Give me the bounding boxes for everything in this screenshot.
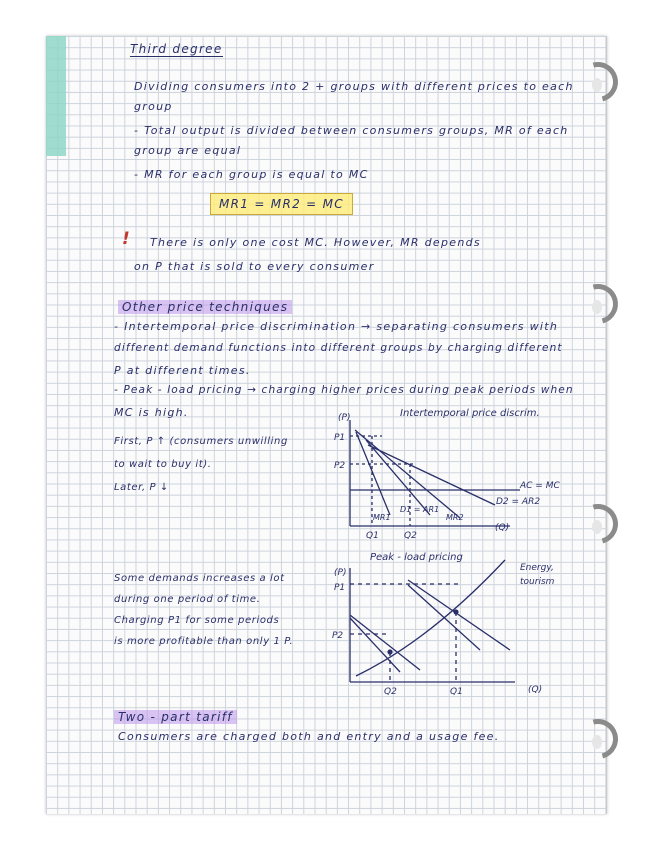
text-line: Some demands increases a lot (114, 573, 285, 584)
page-tab (46, 36, 66, 156)
graph2-q2-label: Q2 (384, 687, 397, 697)
text-line: group (134, 100, 173, 113)
text-line: on P that is sold to every consumer (134, 260, 375, 273)
text-line: Consumers are charged both and entry and a usage fee. (118, 730, 500, 743)
graph1-y-axis-label: (P) (338, 413, 351, 423)
graph1-mr1-label: MR1 (373, 513, 391, 522)
graph1-p1-label: P1 (334, 433, 346, 443)
graph1-p2-label: P2 (334, 461, 346, 471)
graph1-ac-label: AC = MC (520, 481, 560, 491)
text-line: - Total output is divided between consumers groups, MR of each (134, 124, 569, 137)
text-line: - Intertemporal price discrimination → separating consumers with (114, 320, 559, 333)
text-line: - MR for each group is equal to MC (134, 168, 369, 181)
graph1-d2-label: D2 = AR2 (496, 497, 541, 507)
text-line: - Peak - load pricing → charging higher prices during peak periods when (114, 384, 574, 396)
graph2-y-axis-label: (P) (334, 568, 347, 578)
graph2-side1: Energy, (520, 563, 554, 573)
graph1-x-axis-label: (Q) (495, 523, 510, 533)
text-line: to wait to buy it). (114, 459, 212, 470)
page-title: Third degree (130, 42, 223, 56)
graph1-d1-label: D1 = AR1 (400, 505, 440, 514)
text-line: different demand functions into different groups by charging different (114, 342, 563, 354)
graph2-x-axis-label: (Q) (528, 685, 543, 695)
section-heading: Other price techniques (118, 300, 292, 314)
graph1-mr2-label: MR2 (446, 513, 464, 522)
text-line: There is only one cost MC. However, MR depends (150, 236, 481, 249)
graph1-q2-label: Q2 (404, 531, 417, 541)
text-line: Charging P1 for some periods (114, 615, 280, 626)
graph2-p2-label: P2 (332, 631, 344, 641)
graph1-q1-label: Q1 (366, 531, 379, 541)
text-line: is more profitable than only 1 P. (114, 636, 294, 647)
text-line: First, P ↑ (consumers unwilling (114, 436, 288, 447)
text-line: Dividing consumers into 2 + groups with different prices to each (134, 80, 574, 93)
note-mark: ! (122, 229, 132, 249)
graph1-caption: Intertemporal price discrim. (400, 408, 540, 419)
text-line: group are equal (134, 144, 242, 157)
text-line: Later, P ↓ (114, 482, 169, 493)
notebook-page (46, 36, 607, 814)
graph2-q1-label: Q1 (450, 687, 463, 697)
formula-box: MR1 = MR2 = MC (210, 193, 353, 215)
graph2-side2: tourism (520, 577, 555, 587)
section-heading: Two - part tariff (114, 710, 237, 724)
text-line: MC is high. (114, 406, 189, 419)
text-line: during one period of time. (114, 594, 261, 605)
text-line: P at different times. (114, 364, 251, 377)
graph2-p1-label: P1 (334, 583, 346, 593)
graph2-caption: Peak - load pricing (370, 552, 463, 563)
